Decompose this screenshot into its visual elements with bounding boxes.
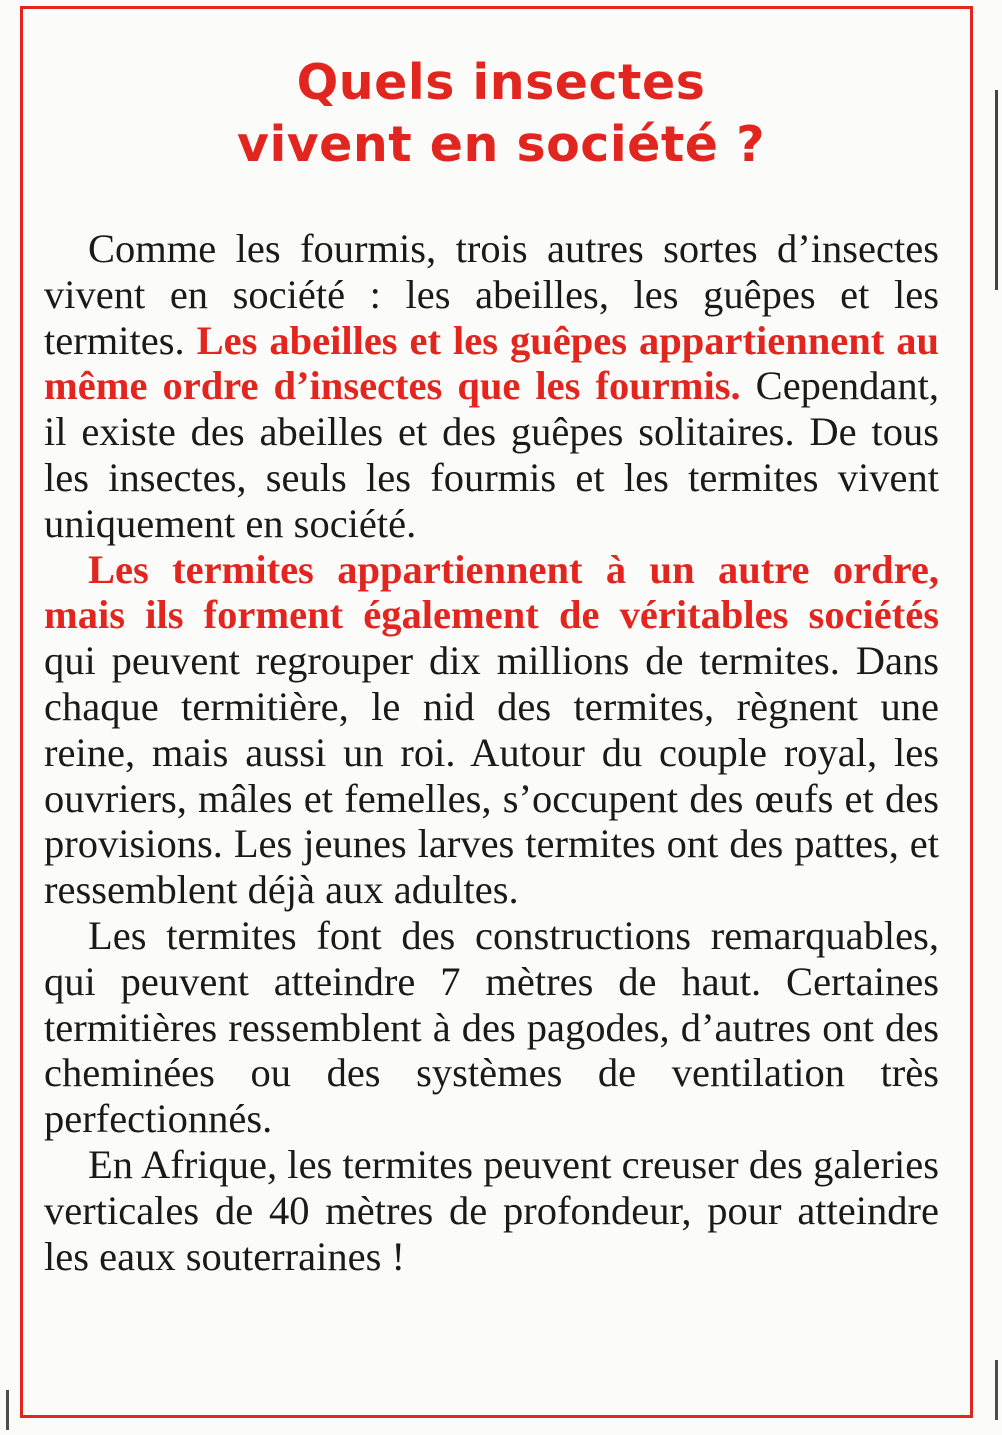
paragraph-3	[44, 913, 939, 1142]
scan-edge-mark	[995, 90, 998, 290]
paragraph-3-text: Les termites font des constructions remarquables, qui peuvent atteindre 7 mètres de haut. Certaines termitières ressemblent à des pagodes, d’autres ont des cheminées ou des systèmes de ventilation très perfectionnés.	[44, 912, 939, 1142]
paragraph-4	[44, 1142, 939, 1279]
scan-edge-mark	[995, 1360, 998, 1420]
paragraph-2-text-end: qui peuvent regrouper dix millions de termites. Dans chaque termitière, le nid des termites, règnent une reine, mais aussi un roi. Autour du couple royal, les ouvriers, mâles et femelles, s’occupent des œufs et des provisions. Les jeunes larves termites ont des pattes, et ressemblent déjà aux adultes.	[44, 638, 939, 913]
article-body	[44, 226, 939, 1279]
paragraph-1-text-end: Cependant, il existe des abeilles et des guêpes solitaires. De tous les insectes, seuls les fourmis et les termites vivent uniquement en société.	[44, 363, 939, 546]
title-line-2: vivent en société ?	[237, 116, 765, 173]
paragraph-4-text: En Afrique, les termites peuvent creuser des galeries verticales de 40 mètres de profondeur, pour atteindre les eaux souterraines !	[44, 1141, 939, 1279]
page-title	[0, 52, 1002, 176]
scan-edge-mark	[6, 1390, 9, 1430]
paragraph-1-highlight: Les abeilles et les guêpes appartiennent au même ordre d’insectes que les fourmis.	[44, 317, 939, 409]
paragraph-1	[44, 226, 939, 547]
paragraph-2	[44, 547, 939, 913]
paragraph-1-text: Comme les fourmis, trois autres sortes d’insectes vivent en société : les abeilles, les guêpes et les termites.	[44, 226, 939, 363]
title-line-1: Quels insectes	[296, 54, 706, 111]
paragraph-2-highlight: Les termites appartiennent à un autre ordre, mais ils forment également de véritables sociétés	[44, 546, 939, 638]
